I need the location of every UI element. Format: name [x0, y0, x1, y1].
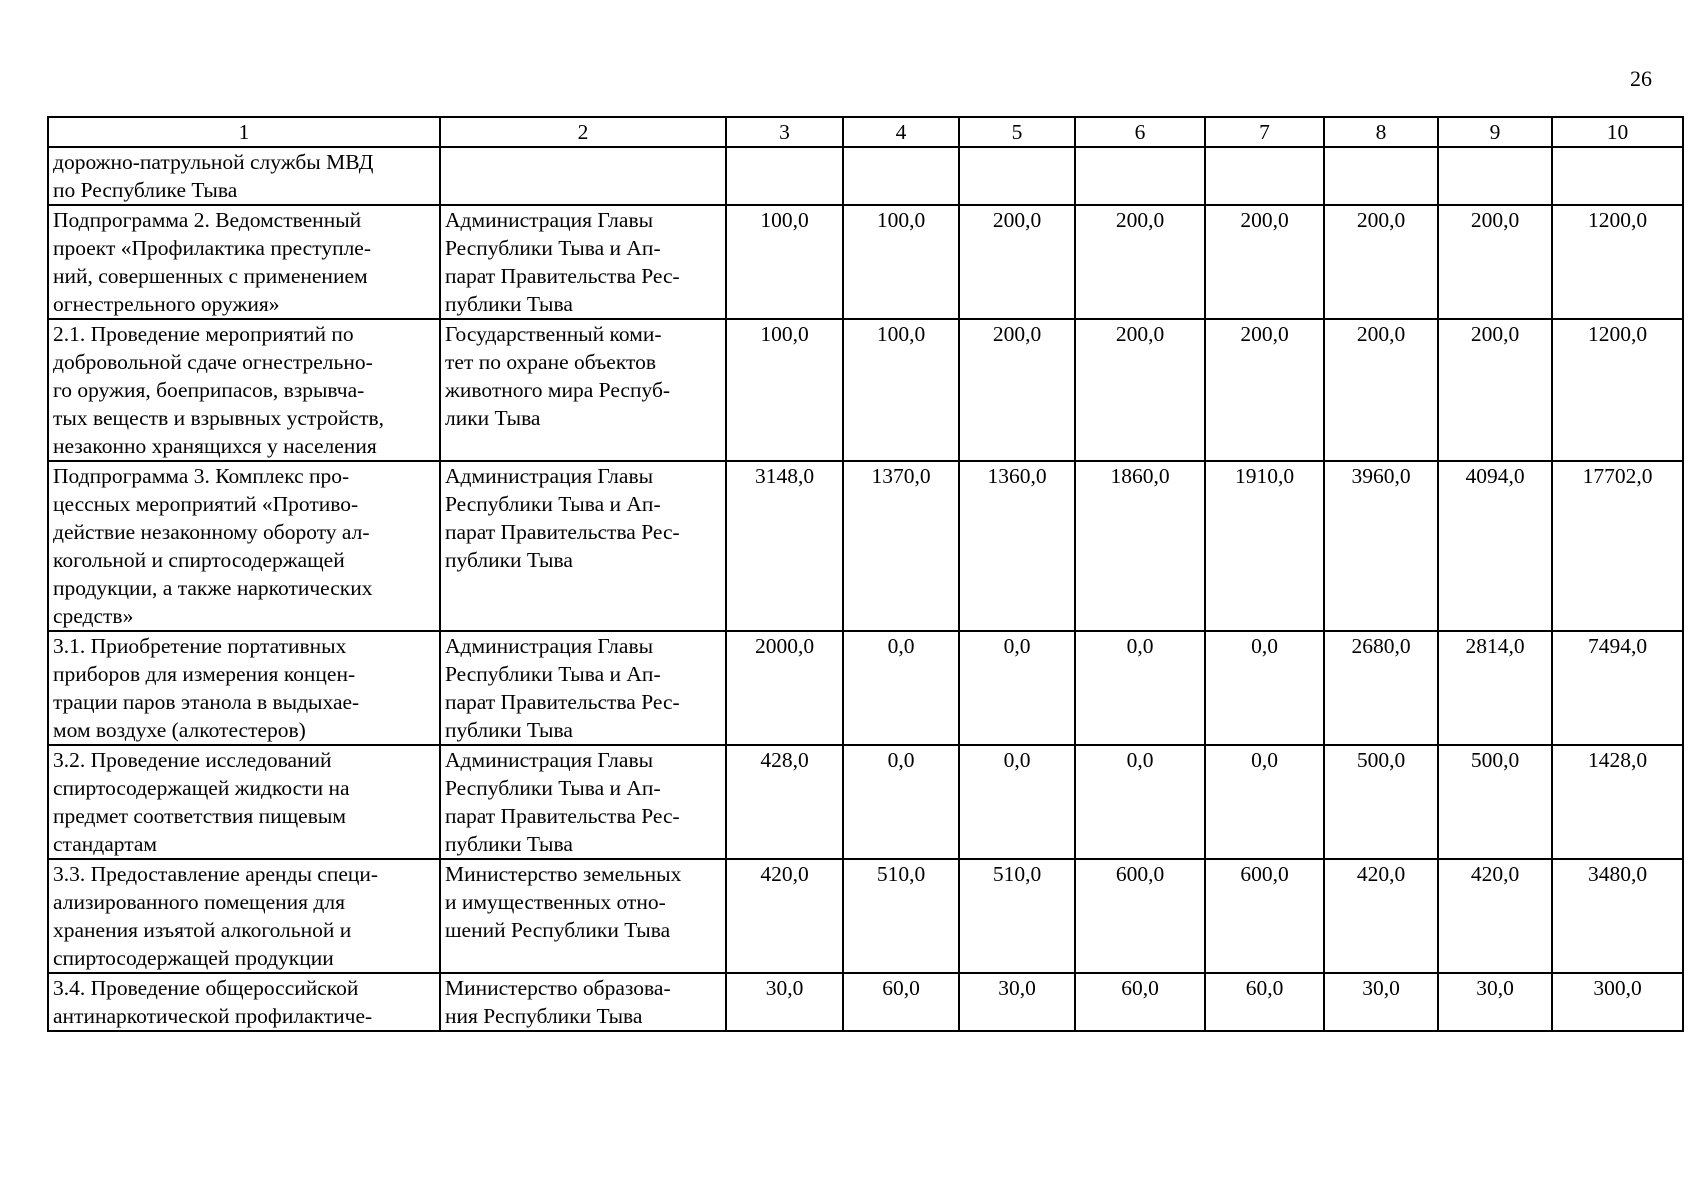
- executor-cell: [440, 319, 726, 461]
- amount-cell: 3148,0: [726, 461, 843, 631]
- amount-cell: 100,0: [843, 205, 959, 319]
- amount-cell: 200,0: [1324, 319, 1438, 461]
- column-header: 7: [1205, 117, 1324, 147]
- activity-name-line: 3.4. Проведение общероссийской: [53, 976, 359, 1000]
- executor-cell: [440, 147, 726, 205]
- column-header: 4: [843, 117, 959, 147]
- activity-name-line: Подпрограмма 2. Ведомственный: [53, 208, 362, 232]
- amount-cell: 17702,0: [1552, 461, 1683, 631]
- executor-line: тет по охране объектов: [445, 350, 657, 374]
- executor-line: шений Республики Тыва: [445, 918, 671, 942]
- amount-cell: 600,0: [1205, 859, 1324, 973]
- activity-name-line: предмет соответствия пищевым: [53, 804, 346, 828]
- activity-name-line: хранения изъятой алкогольной и: [53, 918, 352, 942]
- amount-cell: 2680,0: [1324, 631, 1438, 745]
- table-body: [48, 117, 1683, 1031]
- executor-line: публики Тыва: [445, 718, 573, 742]
- table-row: [48, 859, 1683, 973]
- activity-name-cell: [48, 973, 440, 1031]
- activity-name-line: го оружия, боеприпасов, взрывча-: [53, 378, 365, 402]
- amount-cell: [1075, 147, 1205, 205]
- amount-cell: 428,0: [726, 745, 843, 859]
- executor-line: Министерство земельных: [445, 862, 682, 886]
- amount-cell: 1910,0: [1205, 461, 1324, 631]
- column-header: 6: [1075, 117, 1205, 147]
- activity-name-line: стандартам: [53, 832, 158, 856]
- activity-name-line: действие незаконному обороту ал-: [53, 520, 370, 544]
- amount-cell: 510,0: [959, 859, 1075, 973]
- activity-name-line: дорожно-патрульной службы МВД: [53, 150, 374, 174]
- activity-name-cell: [48, 461, 440, 631]
- activity-name-line: 2.1. Проведение мероприятий по: [53, 322, 354, 346]
- activity-name-line: по Республике Тыва: [53, 178, 238, 202]
- table-row: [48, 147, 1683, 205]
- budget-table: [47, 116, 1684, 1032]
- executor-cell: [440, 205, 726, 319]
- column-header: 3: [726, 117, 843, 147]
- column-header: 1: [48, 117, 440, 147]
- amount-cell: 100,0: [726, 319, 843, 461]
- amount-cell: 3960,0: [1324, 461, 1438, 631]
- executor-line: лики Тыва: [445, 406, 541, 430]
- activity-name-line: спиртосодержащей продукции: [53, 946, 334, 970]
- activity-name-line: проект «Профилактика преступле-: [53, 236, 372, 260]
- executor-line: Республики Тыва и Ап-: [445, 776, 661, 800]
- amount-cell: 0,0: [843, 631, 959, 745]
- executor-line: Администрация Главы: [445, 634, 654, 658]
- amount-cell: 30,0: [726, 973, 843, 1031]
- amount-cell: 60,0: [1205, 973, 1324, 1031]
- executor-cell: [440, 461, 726, 631]
- activity-name-line: ализированного помещения для: [53, 890, 345, 914]
- activity-name-line: 3.1. Приобретение портативных: [53, 634, 347, 658]
- amount-cell: 0,0: [1205, 745, 1324, 859]
- amount-cell: 100,0: [843, 319, 959, 461]
- amount-cell: 0,0: [1075, 631, 1205, 745]
- executor-line: ния Республики Тыва: [445, 1004, 643, 1028]
- executor-line: парат Правительства Рес-: [445, 264, 680, 288]
- activity-name-line: приборов для измерения концен-: [53, 662, 356, 686]
- amount-cell: 60,0: [843, 973, 959, 1031]
- table-row: [48, 973, 1683, 1031]
- executor-line: Министерство образова-: [445, 976, 671, 1000]
- amount-cell: 30,0: [1438, 973, 1552, 1031]
- executor-line: Администрация Главы: [445, 208, 654, 232]
- amount-cell: 200,0: [1075, 319, 1205, 461]
- table-row: [48, 319, 1683, 461]
- table-row: [48, 631, 1683, 745]
- amount-cell: 30,0: [1324, 973, 1438, 1031]
- amount-cell: 100,0: [726, 205, 843, 319]
- executor-line: публики Тыва: [445, 292, 573, 316]
- executor-cell: [440, 973, 726, 1031]
- amount-cell: 200,0: [1438, 319, 1552, 461]
- amount-cell: 300,0: [1552, 973, 1683, 1031]
- amount-cell: 1860,0: [1075, 461, 1205, 631]
- amount-cell: 420,0: [1324, 859, 1438, 973]
- amount-cell: 0,0: [959, 631, 1075, 745]
- column-header: 8: [1324, 117, 1438, 147]
- executor-line: парат Правительства Рес-: [445, 520, 680, 544]
- amount-cell: 4094,0: [1438, 461, 1552, 631]
- amount-cell: 200,0: [959, 319, 1075, 461]
- executor-cell: [440, 859, 726, 973]
- amount-cell: 0,0: [1205, 631, 1324, 745]
- activity-name-line: цессных мероприятий «Противо-: [53, 492, 359, 516]
- activity-name-line: когольной и спиртосодержащей: [53, 548, 345, 572]
- activity-name-line: антинаркотической профилактиче-: [53, 1004, 373, 1028]
- table-row: [48, 205, 1683, 319]
- activity-name-cell: [48, 745, 440, 859]
- amount-cell: [843, 147, 959, 205]
- activity-name-line: огнестрельного оружия»: [53, 292, 280, 316]
- column-header: 5: [959, 117, 1075, 147]
- executor-line: Администрация Главы: [445, 464, 654, 488]
- executor-line: и имущественных отно-: [445, 890, 666, 914]
- activity-name-line: тых веществ и взрывных устройств,: [53, 406, 385, 430]
- amount-cell: 200,0: [959, 205, 1075, 319]
- executor-line: Республики Тыва и Ап-: [445, 236, 661, 260]
- amount-cell: 1200,0: [1552, 205, 1683, 319]
- amount-cell: 500,0: [1438, 745, 1552, 859]
- amount-cell: 510,0: [843, 859, 959, 973]
- executor-line: публики Тыва: [445, 832, 573, 856]
- activity-name-line: 3.2. Проведение исследований: [53, 748, 332, 772]
- executor-cell: [440, 631, 726, 745]
- table-row: [48, 461, 1683, 631]
- amount-cell: 2814,0: [1438, 631, 1552, 745]
- executor-cell: [440, 745, 726, 859]
- executor-line: Государственный коми-: [445, 322, 662, 346]
- activity-name-cell: [48, 631, 440, 745]
- amount-cell: [1324, 147, 1438, 205]
- activity-name-line: мом воздухе (алкотестеров): [53, 718, 306, 742]
- column-header-row: [48, 117, 1683, 147]
- activity-name-cell: [48, 319, 440, 461]
- amount-cell: 7494,0: [1552, 631, 1683, 745]
- amount-cell: 30,0: [959, 973, 1075, 1031]
- column-header: 10: [1552, 117, 1683, 147]
- activity-name-line: добровольной сдаче огнестрельно-: [53, 350, 373, 374]
- amount-cell: 200,0: [1205, 319, 1324, 461]
- amount-cell: [726, 147, 843, 205]
- executor-line: Республики Тыва и Ап-: [445, 662, 661, 686]
- page-number: 26: [1630, 66, 1652, 91]
- amount-cell: 3480,0: [1552, 859, 1683, 973]
- activity-name-line: трации паров этанола в выдыхае-: [53, 690, 360, 714]
- amount-cell: [1205, 147, 1324, 205]
- amount-cell: 1360,0: [959, 461, 1075, 631]
- amount-cell: 1370,0: [843, 461, 959, 631]
- activity-name-line: спиртосодержащей жидкости на: [53, 776, 350, 800]
- executor-line: животного мира Респуб-: [445, 378, 671, 402]
- amount-cell: 200,0: [1438, 205, 1552, 319]
- amount-cell: [959, 147, 1075, 205]
- amount-cell: 200,0: [1324, 205, 1438, 319]
- activity-name-cell: [48, 205, 440, 319]
- activity-name-line: Подпрограмма 3. Комплекс про-: [53, 464, 350, 488]
- amount-cell: 60,0: [1075, 973, 1205, 1031]
- amount-cell: 1428,0: [1552, 745, 1683, 859]
- amount-cell: 2000,0: [726, 631, 843, 745]
- executor-line: публики Тыва: [445, 548, 573, 572]
- activity-name-cell: [48, 147, 440, 205]
- amount-cell: 420,0: [726, 859, 843, 973]
- activity-name-cell: [48, 859, 440, 973]
- executor-line: парат Правительства Рес-: [445, 804, 680, 828]
- amount-cell: 420,0: [1438, 859, 1552, 973]
- amount-cell: 500,0: [1324, 745, 1438, 859]
- column-header: 9: [1438, 117, 1552, 147]
- table-row: [48, 745, 1683, 859]
- amount-cell: 200,0: [1075, 205, 1205, 319]
- executor-line: Администрация Главы: [445, 748, 654, 772]
- amount-cell: 0,0: [1075, 745, 1205, 859]
- amount-cell: 1200,0: [1552, 319, 1683, 461]
- column-header: 2: [440, 117, 726, 147]
- activity-name-line: средств»: [53, 604, 134, 628]
- activity-name-line: незаконно хранящихся у населения: [53, 434, 377, 458]
- activity-name-line: ний, совершенных с применением: [53, 264, 368, 288]
- amount-cell: [1552, 147, 1683, 205]
- amount-cell: 600,0: [1075, 859, 1205, 973]
- amount-cell: 0,0: [843, 745, 959, 859]
- executor-line: Республики Тыва и Ап-: [445, 492, 661, 516]
- activity-name-line: 3.3. Предоставление аренды специ-: [53, 862, 379, 886]
- amount-cell: [1438, 147, 1552, 205]
- amount-cell: 200,0: [1205, 205, 1324, 319]
- activity-name-line: продукции, а также наркотических: [53, 576, 373, 600]
- executor-line: парат Правительства Рес-: [445, 690, 680, 714]
- amount-cell: 0,0: [959, 745, 1075, 859]
